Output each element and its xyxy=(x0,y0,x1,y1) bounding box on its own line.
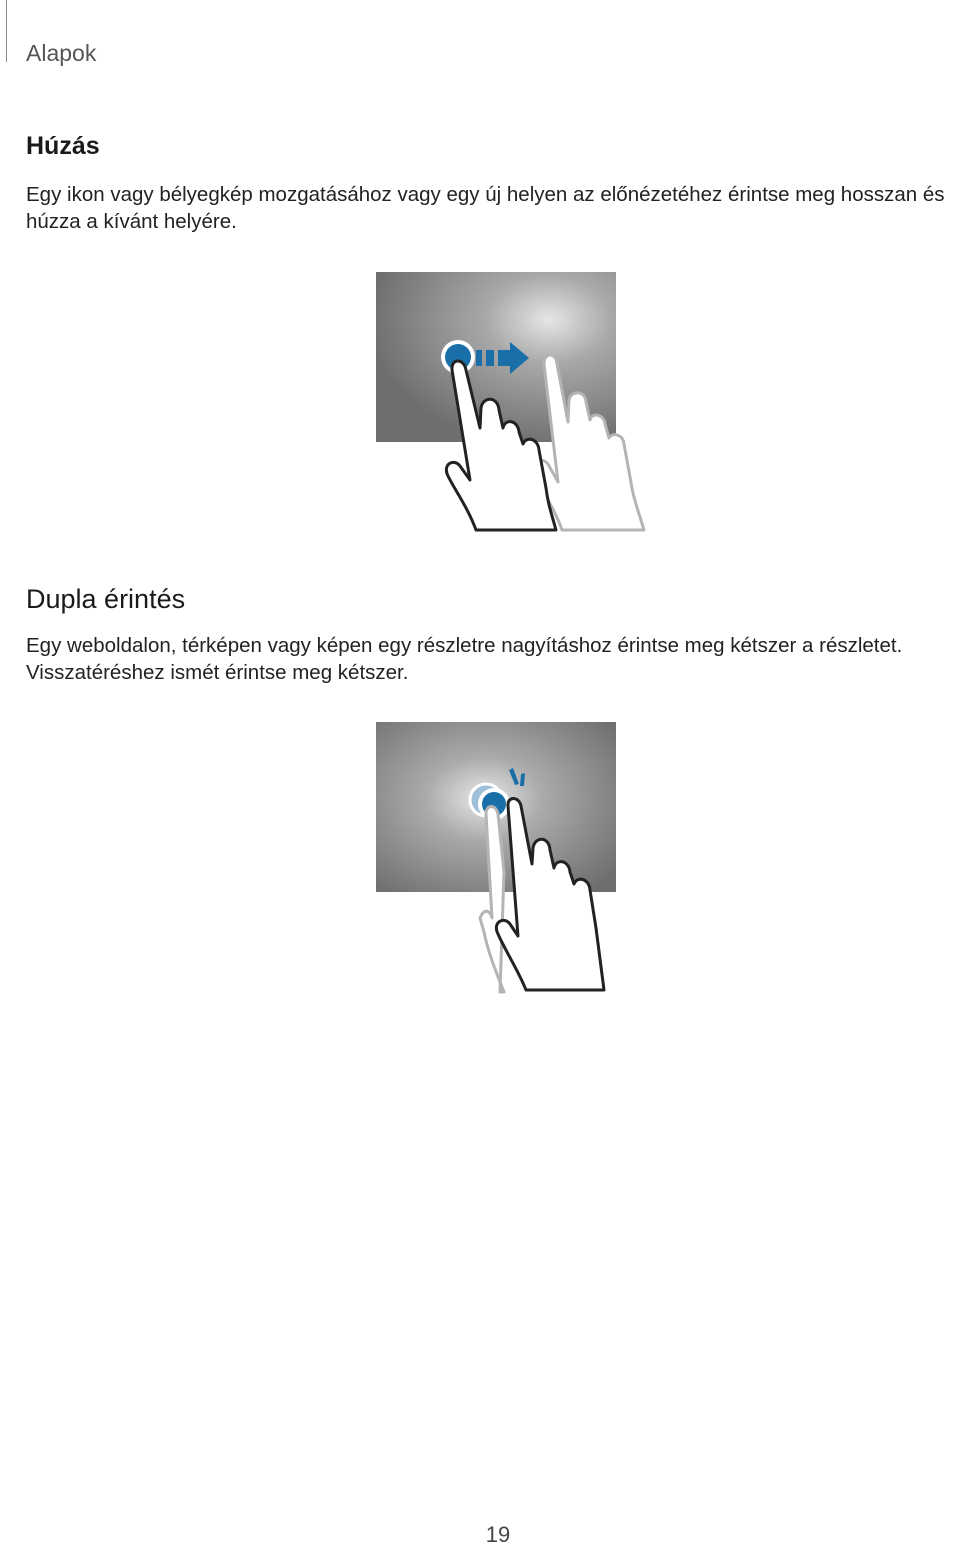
double-tap-section-title: Dupla érintés xyxy=(26,584,186,614)
double-tap-description xyxy=(26,632,946,686)
double-tap-description-line-2: Visszatéréshez ismét érintse meg kétszer. xyxy=(26,661,409,684)
drag-description xyxy=(26,181,946,235)
drag-description-line-1: Egy ikon vagy bélyegkép mozgatásához vagy egy új helyen az előnézetéhez érintse meg hosszan és xyxy=(26,183,945,206)
drag-section-title: Húzás xyxy=(26,132,100,160)
drag-gesture-illustration xyxy=(376,272,656,534)
double-tap-gesture-illustration xyxy=(376,722,636,994)
double-tap-description-line-1: Egy weboldalon, térképen vagy képen egy részletre nagyításhoz érintse meg kétszer a részletet. xyxy=(26,634,903,657)
page-number: 19 xyxy=(485,1522,511,1547)
drag-description-line-2: húzza a kívánt helyére. xyxy=(26,210,237,233)
margin-rule xyxy=(6,0,7,62)
chapter-header: Alapok xyxy=(26,40,97,66)
